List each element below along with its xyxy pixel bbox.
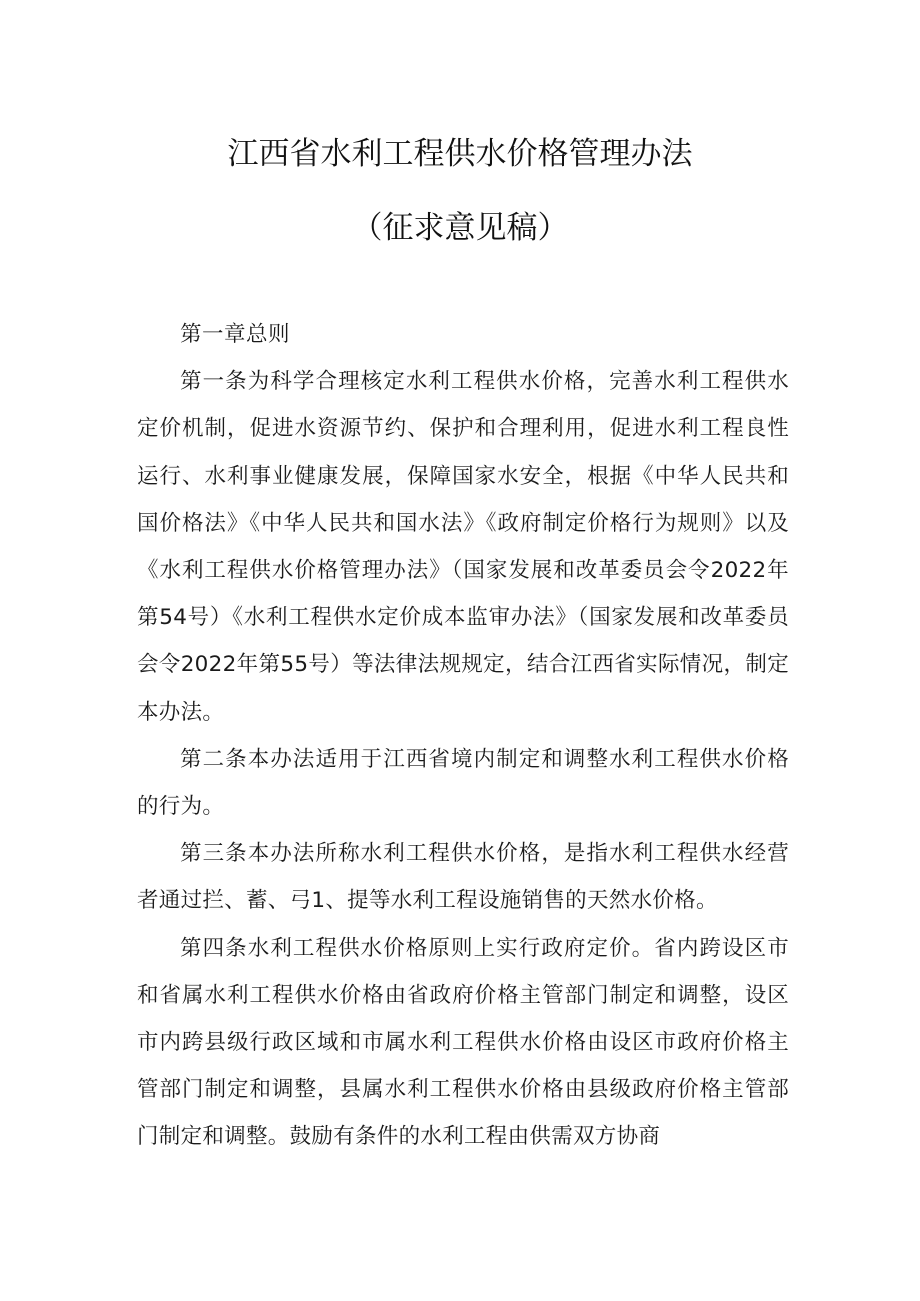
document-subtitle: （征求意见稿）	[351, 210, 569, 246]
article-3-paragraph: 第三条本办法所称水利工程供水价格，是指水利工程供水经营者通过拦、蓄、弓1、提等水利工程设施销售的天然水价格。	[137, 841, 789, 914]
article-1-paragraph: 第一条为科学合理核定水利工程供水价格，完善水利工程供水定价机制，促进水资源节约、保护和合理利用，促进水利工程良性运行、水利事业健康发展，保障国家水安全，根据《中华人民共和国价格法》《中华人民共和国水法》《政府制定价格行为规则》以及《水利工程供水价格管理办法》（国家发展和改革委员会令2022年第54号）《水利工程供水定价成本监审办法》（国家发展和改革委员会令2022年第55号）等法律法规规定，结合江西省实际情况，制定本办法。	[137, 369, 789, 725]
article-4-paragraph: 第四条水利工程供水价格原则上实行政府定价。省内跨设区市和省属水利工程供水价格由省政府价格主管部门制定和调整，设区市内跨县级行政区域和市属水利工程供水价格由设区市政府价格主管部门制定和调整，县属水利工程供水价格由县级政府价格主管部门制定和调整。鼓励有条件的水利工程由供需双方协商	[137, 935, 789, 1150]
chapter-heading: 第一章总则	[180, 322, 291, 347]
article-2-paragraph: 第二条本办法适用于江西省境内制定和调整水利工程供水价格的行为。	[137, 746, 789, 820]
document-body	[137, 311, 789, 1161]
document-title: 江西省水利工程供水价格管理办法	[227, 136, 693, 172]
